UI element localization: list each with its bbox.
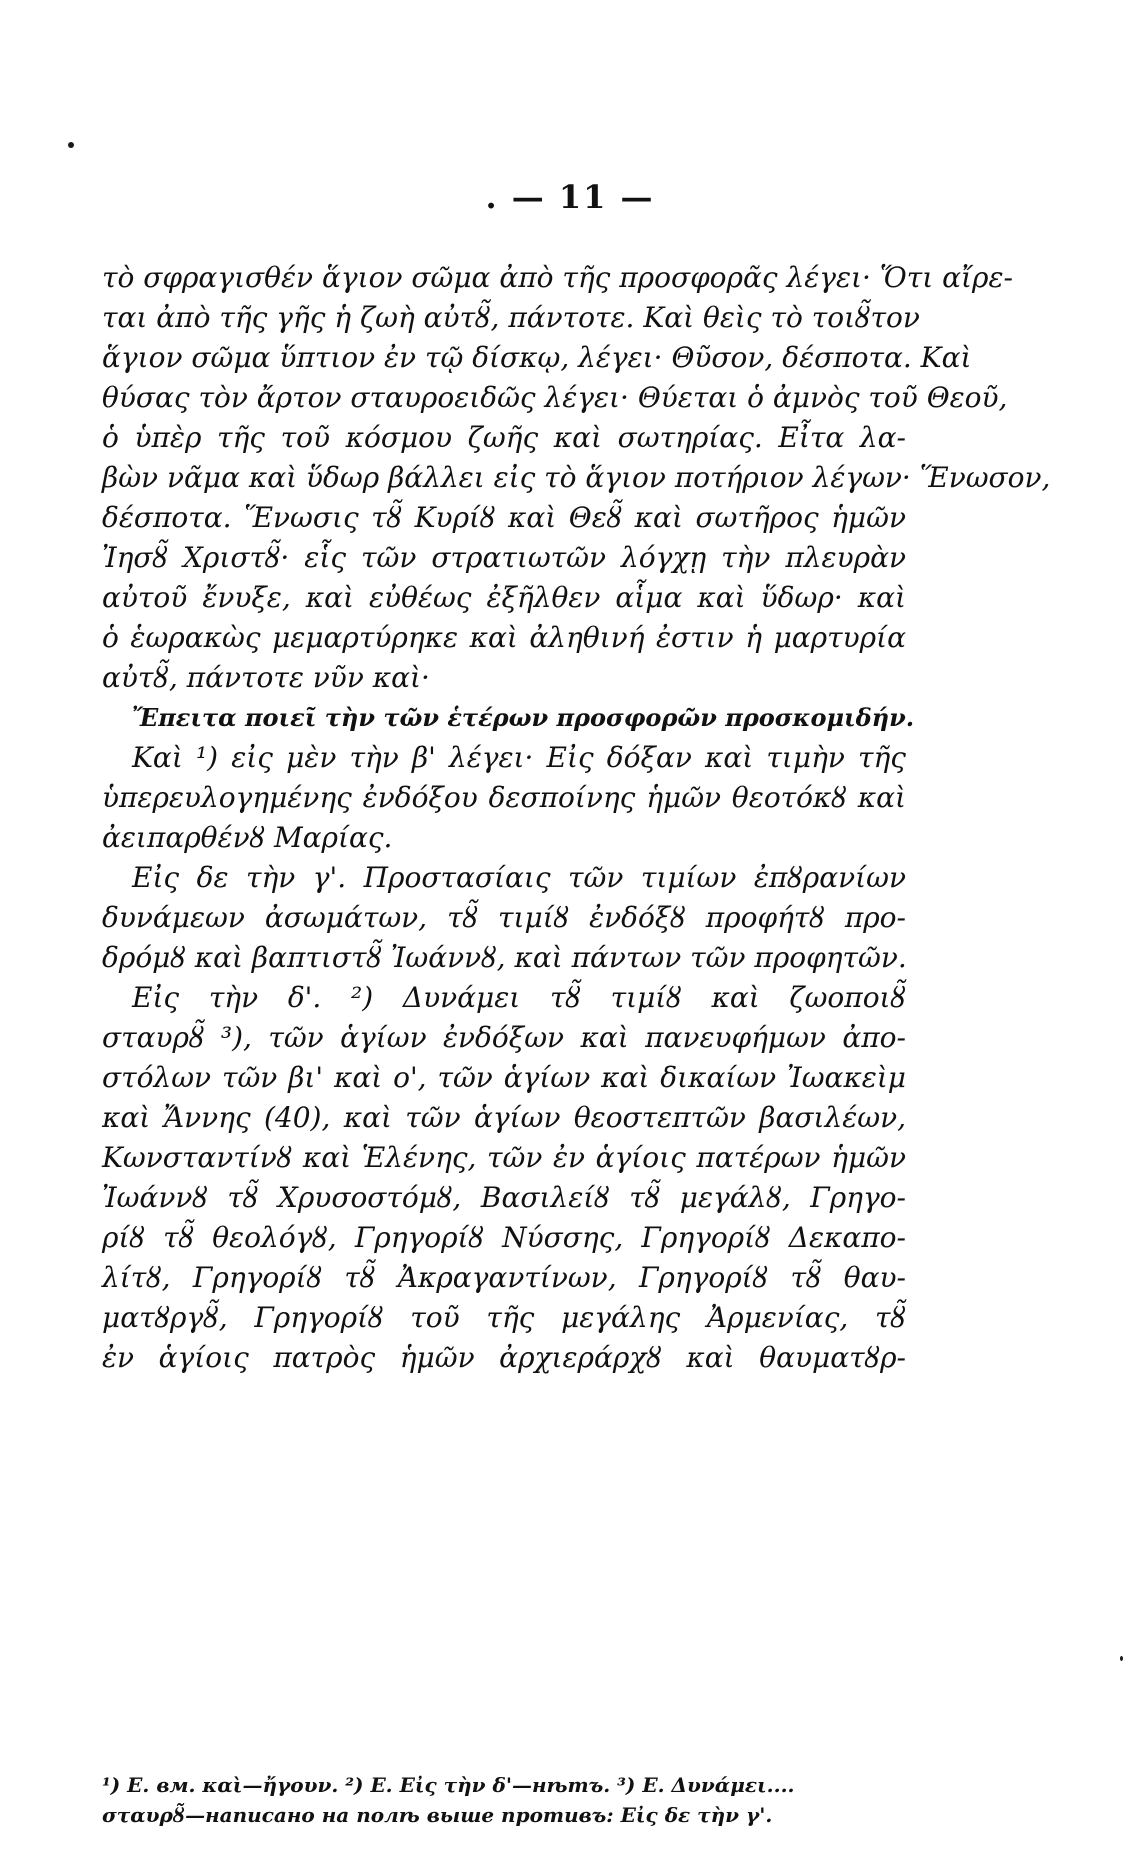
text-line: Ἰωάννȣ τȣ̃ Χρυσοστόμȣ, Βασιλείȣ τȣ̃ μεγάλȣ, Γρηγο-	[102, 1181, 906, 1214]
page-number: . — 11 —	[485, 178, 655, 216]
text-line: ματȣργȣ̃, Γρηγορίȣ τοῦ τῆς μεγάλης Ἀρμενίας, τȣ̃	[102, 1301, 906, 1334]
text-line: Ἔπειτα ποιεῖ τὴν τῶν ἑτέρων προσφορῶν προσκομιδήν.	[132, 703, 915, 732]
text-line: καὶ Ἄννης (40), καὶ τῶν ἁγίων θεοστεπτῶν βασιλέων,	[102, 1101, 906, 1134]
text-line: Εἰς δε τὴν γ'. Προστασίαις τῶν τιμίων ἐπȣρανίων	[132, 861, 906, 894]
footnote-line: ¹) Е. вм. καὶ—ἤγουν. ²) Е. Εἰς τὴν δ'—нѣтъ. ³) Е. Δυνάμει....	[102, 1773, 795, 1797]
text-line: ρίȣ τȣ̃ θεολόγȣ, Γρηγορίȣ Νύσσης, Γρηγορίȣ Δεκαπο-	[102, 1221, 906, 1254]
text-line: σταυρȣ̃ ³), τῶν ἁγίων ἐνδόξων καὶ πανευφήμων ἀπο-	[102, 1021, 906, 1054]
text-line: ὁ ὑπὲρ τῆς τοῦ κόσμου ζωῆς καὶ σωτηρίας. Εἶτα λα-	[102, 421, 906, 454]
text-line: Καὶ ¹) εἰς μὲν τὴν β' λέγει· Εἰς δόξαν καὶ τιμὴν τῆς	[132, 741, 906, 774]
text-line: δυνάμεων ἀσωμάτων, τȣ̃ τιμίȣ ἐνδόξȣ προφήτȣ προ-	[102, 901, 906, 934]
text-line: ἐν ἁγίοις πατρὸς ἡμῶν ἀρχιεράρχȣ καὶ θαυματȣρ-	[102, 1341, 906, 1374]
text-line: Εἰς τὴν δ'. ²) Δυνάμει τȣ̃ τιμίȣ καὶ ζωοποιȣ̃	[132, 981, 906, 1014]
print-speck	[68, 142, 74, 148]
text-line: δρόμȣ καὶ βαπτιστȣ̃ Ἰωάννȣ, καὶ πάντων τῶν προφητῶν.	[102, 941, 907, 974]
text-line: αὐτȣ̃, πάντοτε νῦν καὶ·	[102, 661, 430, 694]
text-line: Ἰησȣ̃ Χριστȣ̃· εἷς τῶν στρατιωτῶν λόγχῃ τὴν πλευρὰν	[102, 541, 906, 574]
text-line: αὐτοῦ ἔνυξε, καὶ εὐθέως ἐξῆλθεν αἷμα καὶ ὕδωρ· καὶ	[102, 581, 906, 614]
text-line: στόλων τῶν βι' καὶ ο', τῶν ἁγίων καὶ δικαίων Ἰωακεὶμ	[102, 1061, 906, 1094]
body-text	[102, 258, 1051, 1378]
text-line: ὁ ἑωρακὼς μεμαρτύρηκε καὶ ἀληθινή ἐστιν ἡ μαρτυρία	[102, 621, 906, 654]
text-line: ται ἀπὸ τῆς γῆς ἡ ζωὴ αὐτȣ̃, πάντοτε. Καὶ θεὶς τὸ τοιȣ̃τον	[102, 301, 920, 334]
footnotes	[102, 1770, 906, 1830]
text-line: λίτȣ, Γρηγορίȣ τȣ̃ Ἀκραγαντίνων, Γρηγορίȣ τȣ̃ θαυ-	[102, 1261, 906, 1294]
footnote-line: σταυρȣ̃—написано на полѣ выше противъ: Εἰς δε τὴν γ'.	[102, 1803, 773, 1827]
text-line: ὑπερευλογημένης ἐνδόξου δεσποίνης ἡμῶν θεοτόκȣ καὶ	[102, 781, 906, 814]
print-speck	[1120, 1656, 1123, 1661]
text-line: βὼν νᾶμα καὶ ὕδωρ βάλλει εἰς τὸ ἅγιον ποτήριον λέγων· Ἕνωσον,	[102, 461, 1051, 494]
text-line: τὸ σφραγισθέν ἅγιον σῶμα ἀπὸ τῆς προσφορᾶς λέγει· Ὅτι αἴρε-	[102, 261, 1013, 294]
text-line: ἅγιον σῶμα ὕπτιον ἐν τῷ δίσκῳ, λέγει· Θῦσον, δέσποτα. Καὶ	[102, 341, 972, 374]
text-line: Κωνσταντίνȣ καὶ Ἑλένης, τῶν ἐν ἁγίοις πατέρων ἡμῶν	[102, 1141, 906, 1174]
text-line: ἀειπαρθένȣ Μαρίας.	[102, 821, 393, 854]
text-line: δέσποτα. Ἕνωσις τȣ̃ Κυρίȣ καὶ Θεȣ̃ καὶ σωτῆρος ἡμῶν	[102, 501, 906, 534]
text-line: θύσας τὸν ἄρτον σταυροειδῶς λέγει· Θύεται ὁ ἀμνὸς τοῦ Θεοῦ,	[102, 381, 1008, 414]
